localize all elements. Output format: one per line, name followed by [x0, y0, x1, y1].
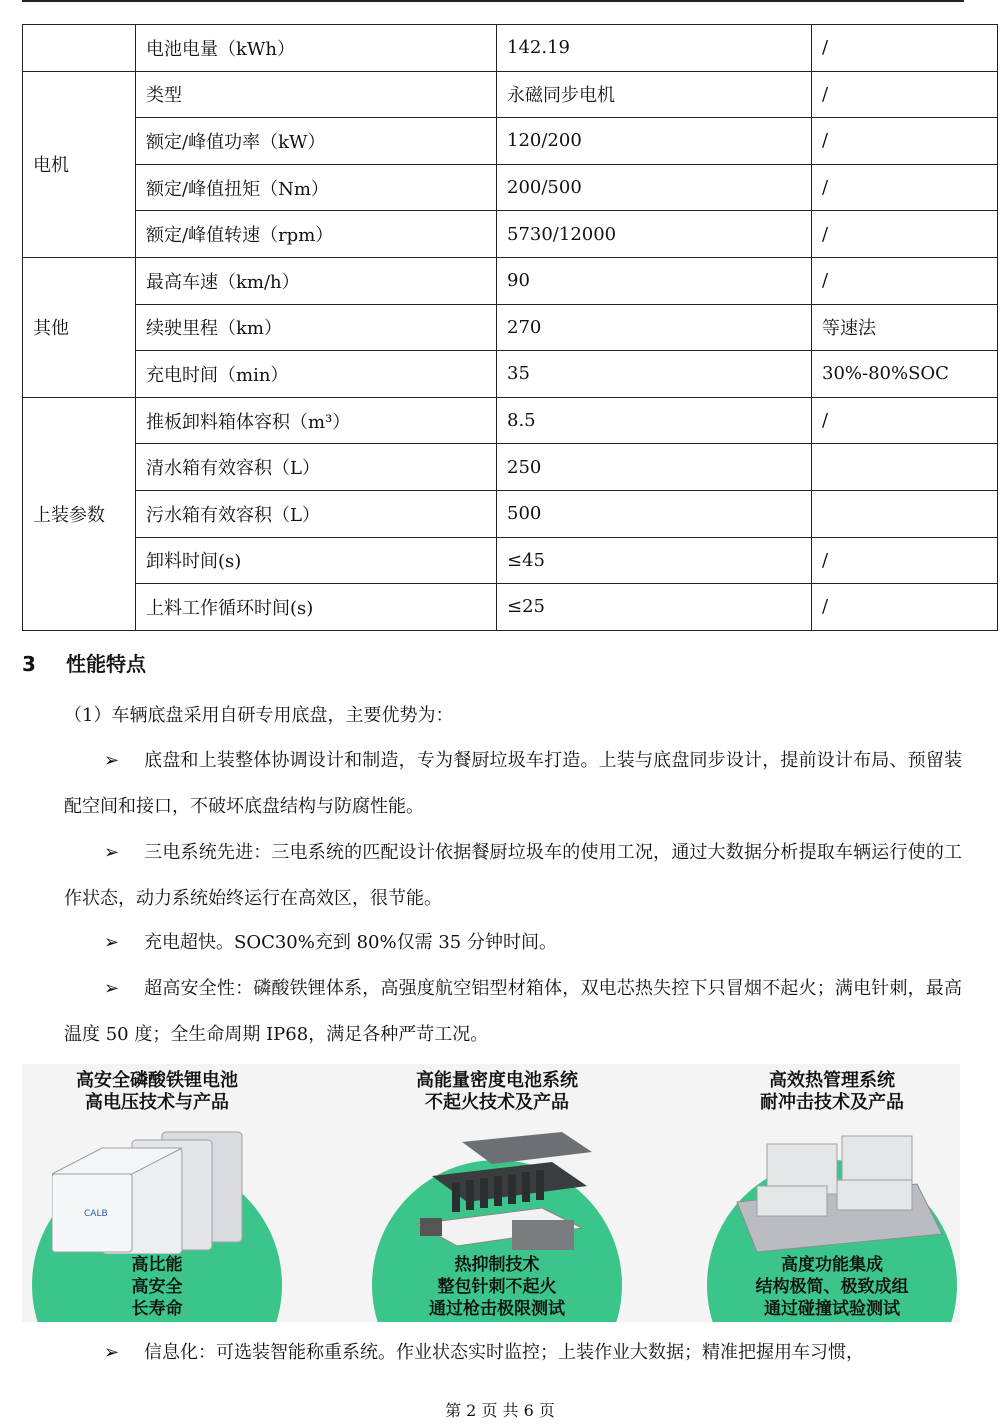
value-cell: 142.19: [497, 25, 812, 72]
note-cell: /: [812, 118, 998, 165]
param-cell: 最高车速（km/h）: [136, 257, 497, 304]
param-cell: 上料工作循环时间(s): [136, 584, 497, 631]
top-rule: [22, 0, 964, 2]
param-cell: 卸料时间(s): [136, 537, 497, 584]
value-cell: 8.5: [497, 397, 812, 444]
value-cell: 500: [497, 490, 812, 537]
intro-paragraph: [64, 693, 962, 739]
battery-tray-image: [727, 1124, 947, 1254]
panel-title-line: 高效热管理系统: [769, 1070, 895, 1091]
spec-table: [22, 24, 998, 631]
arrow-bullet-icon: ➢: [104, 1342, 120, 1363]
note-cell: /: [812, 257, 998, 304]
bullet-paragraph: [64, 738, 962, 830]
table-row: [23, 351, 998, 398]
table-row: [23, 71, 998, 118]
category-cell: 其他: [23, 257, 136, 397]
table-row: [23, 490, 998, 537]
table-row: [23, 257, 998, 304]
table-row: [23, 211, 998, 258]
bullet-paragraph: [64, 920, 962, 966]
panel-title-line: 高安全磷酸铁锂电池: [76, 1070, 238, 1091]
note-cell: 等速法: [812, 304, 998, 351]
value-cell: 270: [497, 304, 812, 351]
panel-title-line: 耐冲击技术及产品: [760, 1092, 904, 1113]
category-cell: 电机: [23, 71, 136, 257]
panel-subtitle: [697, 1254, 960, 1320]
param-cell: 续驶里程（km）: [136, 304, 497, 351]
table-row: [23, 584, 998, 631]
value-cell: 200/500: [497, 164, 812, 211]
param-cell: 电池电量（kWh）: [136, 25, 497, 72]
value-cell: ≤25: [497, 584, 812, 631]
panel-title-line: 不起火技术及产品: [425, 1092, 569, 1113]
panel-title-line: 高电压技术与产品: [85, 1092, 229, 1113]
note-cell: [812, 444, 998, 491]
table-row: [23, 304, 998, 351]
param-cell: 污水箱有效容积（L）: [136, 490, 497, 537]
value-cell: 35: [497, 351, 812, 398]
banner-panel-system: [362, 1064, 662, 1322]
table-row: [23, 537, 998, 584]
value-cell: 永磁同步电机: [497, 71, 812, 118]
note-cell: /: [812, 25, 998, 72]
note-cell: /: [812, 397, 998, 444]
table-row: [23, 444, 998, 491]
bullet-text: 三电系统先进：三电系统的匹配设计依据餐厨垃圾车的使用工况，通过大数据分析提取车辆运行使的工作状态，动力系统始终运行在高效区，很节能。: [64, 842, 962, 909]
arrow-bullet-icon: ➢: [104, 842, 120, 863]
arrow-bullet-icon: ➢: [104, 750, 120, 771]
section-heading: [22, 648, 146, 677]
bullet-text: 信息化：可选装智能称重系统。作业状态实时监控；上装作业大数据；精准把握用车习惯，: [144, 1342, 864, 1363]
value-cell: 90: [497, 257, 812, 304]
category-cell: [23, 25, 136, 72]
panel-title: [362, 1070, 632, 1114]
panel-sub-line: 高比能: [131, 1255, 183, 1275]
note-cell: /: [812, 71, 998, 118]
panel-sub-line: 通过枪击极限测试: [429, 1299, 565, 1319]
value-cell: 5730/12000: [497, 211, 812, 258]
note-cell: /: [812, 211, 998, 258]
section-title: 性能特点: [66, 652, 146, 676]
panel-sub-line: 热抑制技术: [454, 1255, 540, 1275]
arrow-bullet-icon: ➢: [104, 932, 120, 953]
param-cell: 推板卸料箱体容积（m³）: [136, 397, 497, 444]
panel-sub-line: 整包针刺不起火: [437, 1277, 557, 1297]
param-cell: 额定/峰值转速（rpm）: [136, 211, 497, 258]
battery-cells-image: [52, 1124, 272, 1254]
bullet-text: 充电超快。SOC30%充到 80%仅需 35 分钟时间。: [144, 932, 557, 953]
bullet-paragraph: [64, 966, 962, 1058]
param-cell: 清水箱有效容积（L）: [136, 444, 497, 491]
panel-subtitle: [22, 1254, 292, 1320]
note-cell: [812, 490, 998, 537]
banner-panel-thermal: [697, 1064, 960, 1322]
value-cell: ≤45: [497, 537, 812, 584]
param-cell: 充电时间（min）: [136, 351, 497, 398]
note-cell: /: [812, 164, 998, 211]
category-cell: 上装参数: [23, 397, 136, 630]
panel-sub-line: 长寿命: [131, 1299, 183, 1319]
bullet-text: 底盘和上装整体协调设计和制造，专为餐厨垃圾车打造。上装与底盘同步设计，提前设计布局、预留装配空间和接口，不破坏底盘结构与防腐性能。: [64, 750, 962, 817]
note-cell: /: [812, 584, 998, 631]
note-cell: /: [812, 537, 998, 584]
bullet-paragraph: [64, 1330, 962, 1376]
bullet-paragraph: [64, 830, 962, 922]
panel-title-line: 高能量密度电池系统: [416, 1070, 578, 1091]
bullet-text: 超高安全性：磷酸铁锂体系，高强度航空铝型材箱体，双电芯热失控下只冒烟不起火；满电针刺，最高温度 50 度；全生命周期 IP68，满足各种严苛工况。: [64, 978, 962, 1045]
section-number: 3: [22, 652, 36, 676]
panel-sub-line: 高度功能集成: [781, 1255, 883, 1275]
param-cell: 额定/峰值扭矩（Nm）: [136, 164, 497, 211]
battery-pack-exploded-image: [392, 1124, 612, 1254]
intro-text: （1）车辆底盘采用自研专用底盘，主要优势为：: [64, 705, 454, 726]
page-footer: 第 2 页 共 6 页: [445, 1401, 555, 1420]
panel-title: [697, 1070, 960, 1114]
table-row: [23, 164, 998, 211]
battery-tech-banner: [22, 1064, 960, 1322]
panel-sub-line: 结构极简、极致成组: [755, 1277, 909, 1297]
calb-logo: CALB: [84, 1209, 108, 1219]
panel-title: [22, 1070, 292, 1114]
table-row: [23, 118, 998, 165]
value-cell: 120/200: [497, 118, 812, 165]
panel-sub-line: 高安全: [131, 1277, 183, 1297]
note-cell: 30%-80%SOC: [812, 351, 998, 398]
panel-sub-line: 通过碰撞试验测试: [764, 1299, 900, 1319]
banner-panel-battery: [22, 1064, 322, 1322]
arrow-bullet-icon: ➢: [104, 978, 120, 999]
param-cell: 类型: [136, 71, 497, 118]
table-row: [23, 397, 998, 444]
param-cell: 额定/峰值功率（kW）: [136, 118, 497, 165]
panel-subtitle: [362, 1254, 632, 1320]
value-cell: 250: [497, 444, 812, 491]
table-row: [23, 25, 998, 72]
